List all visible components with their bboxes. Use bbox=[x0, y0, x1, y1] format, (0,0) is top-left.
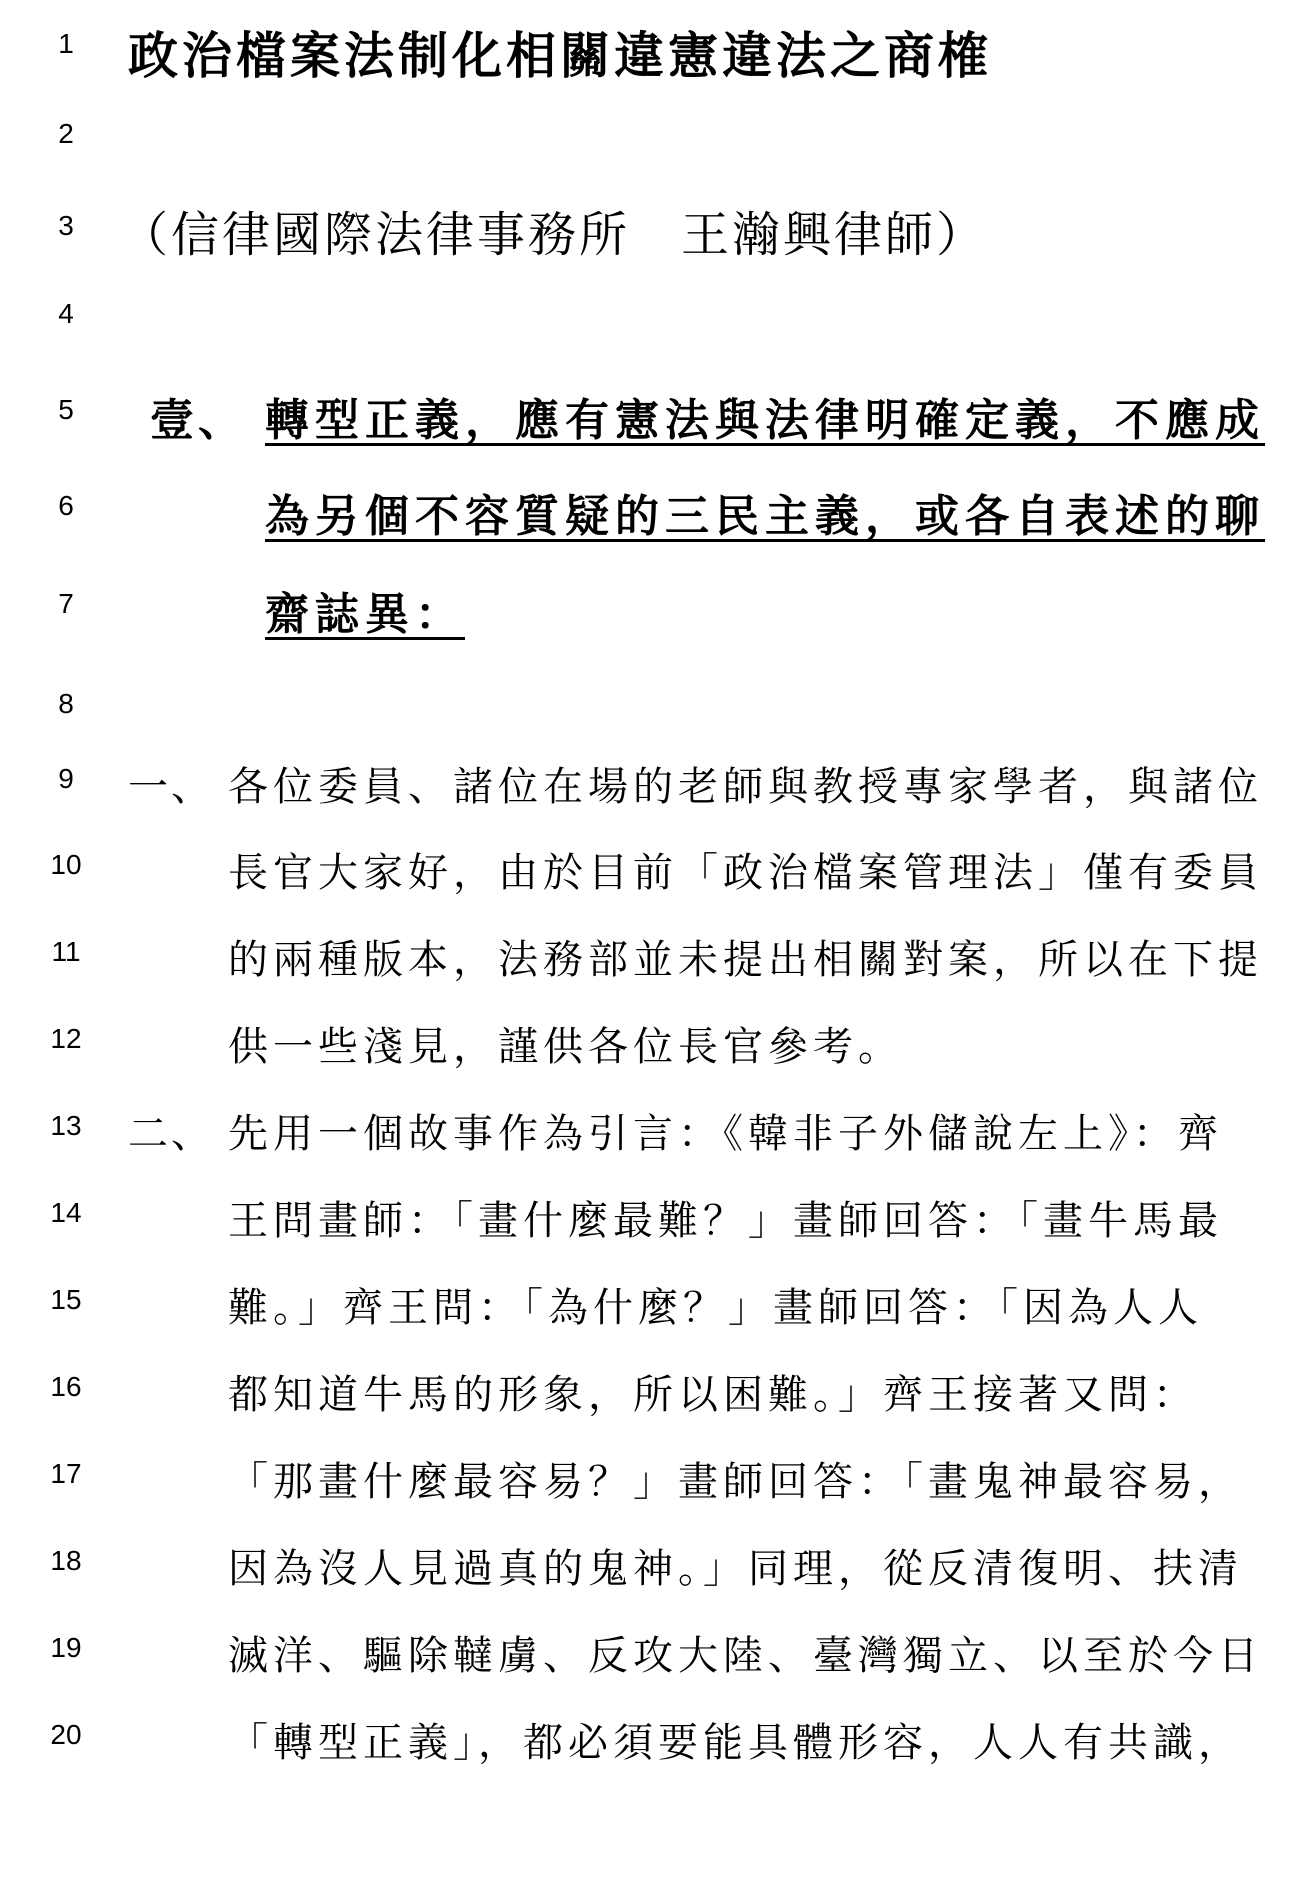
line-number: 20 bbox=[50, 1719, 82, 1750]
paragraph-text: 長官大家好，由於目前「政治檔案管理法」僅有委員 bbox=[228, 850, 1263, 896]
section-heading-text: 轉型正義，應有憲法與法律明確定義，不應成 bbox=[265, 395, 1265, 446]
author-line: （信律國際法律事務所 王瀚興律師） bbox=[120, 207, 988, 263]
document-line bbox=[0, 735, 1316, 823]
paragraph-text: 供一些淺見，謹供各位長官參考。 bbox=[228, 1024, 903, 1070]
document-line bbox=[0, 995, 1316, 1083]
line-number: 10 bbox=[50, 849, 82, 880]
paragraph-text: 王問畫師：「畫什麼最難？」畫師回答：「畫牛馬最 bbox=[228, 1198, 1223, 1244]
line-number: 6 bbox=[58, 490, 74, 521]
document-line bbox=[0, 366, 1316, 454]
line-number: 8 bbox=[58, 688, 74, 719]
document-line bbox=[0, 182, 1316, 270]
document-line bbox=[0, 1256, 1316, 1344]
paragraph-text: 都知道牛馬的形象，所以困難。」齊王接著又問： bbox=[228, 1372, 1198, 1418]
paragraph-text: 滅洋、驅除韃虜、反攻大陸、臺灣獨立、以至於今日 bbox=[228, 1633, 1263, 1679]
line-number: 17 bbox=[50, 1458, 82, 1489]
line-number: 19 bbox=[50, 1632, 82, 1663]
document-line bbox=[0, 0, 1316, 88]
paragraph-text: 先用一個故事作為引言：《韓非子外儲說左上》：齊 bbox=[228, 1111, 1223, 1157]
document-line bbox=[0, 1343, 1316, 1431]
document-line bbox=[0, 821, 1316, 909]
line-number: 11 bbox=[51, 936, 81, 967]
line-number: 1 bbox=[58, 28, 74, 59]
document-title: 政治檔案法制化相關違憲違法之商榷 bbox=[128, 27, 992, 85]
line-number: 2 bbox=[58, 118, 74, 149]
line-number: 9 bbox=[58, 763, 74, 794]
line-number: 5 bbox=[58, 394, 74, 425]
document-line bbox=[0, 908, 1316, 996]
line-number: 7 bbox=[58, 588, 74, 619]
item-marker: 二、 bbox=[128, 1111, 214, 1157]
section-heading-text: 為另個不容質疑的三民主義，或各自表述的聊 bbox=[265, 491, 1265, 542]
document-line bbox=[0, 270, 1316, 358]
line-number: 14 bbox=[50, 1197, 82, 1228]
document-line bbox=[0, 90, 1316, 178]
document-line bbox=[0, 462, 1316, 550]
document-line bbox=[0, 560, 1316, 648]
paragraph-text: 難。」齊王問：「為什麼？」畫師回答：「因為人人 bbox=[228, 1285, 1203, 1331]
paragraph-text: 「那畫什麼最容易？」畫師回答：「畫鬼神最容易， bbox=[228, 1459, 1243, 1505]
paragraph-text: 各位委員、諸位在場的老師與教授專家學者，與諸位 bbox=[228, 764, 1263, 810]
paragraph-text: 「轉型正義」，都必須要能具體形容，人人有共識， bbox=[228, 1720, 1243, 1766]
paragraph-text: 的兩種版本，法務部並未提出相關對案，所以在下提 bbox=[228, 937, 1263, 983]
document-line bbox=[0, 1082, 1316, 1170]
section-heading-text: 齋誌異： bbox=[265, 589, 465, 640]
item-marker: 一、 bbox=[128, 764, 214, 810]
line-number: 12 bbox=[50, 1023, 82, 1054]
document-line bbox=[0, 1604, 1316, 1692]
line-number: 3 bbox=[58, 210, 74, 241]
document-line bbox=[0, 1169, 1316, 1257]
section-marker: 壹、 bbox=[150, 395, 246, 446]
line-number: 13 bbox=[50, 1110, 82, 1141]
line-number: 15 bbox=[50, 1284, 82, 1315]
line-number: 18 bbox=[50, 1545, 82, 1576]
paragraph-text: 因為沒人見過真的鬼神。」同理，從反清復明、扶清 bbox=[228, 1546, 1243, 1592]
line-number: 16 bbox=[50, 1371, 82, 1402]
document-line bbox=[0, 1517, 1316, 1605]
document-line bbox=[0, 1691, 1316, 1779]
line-number: 4 bbox=[58, 298, 74, 329]
document-line bbox=[0, 1430, 1316, 1518]
